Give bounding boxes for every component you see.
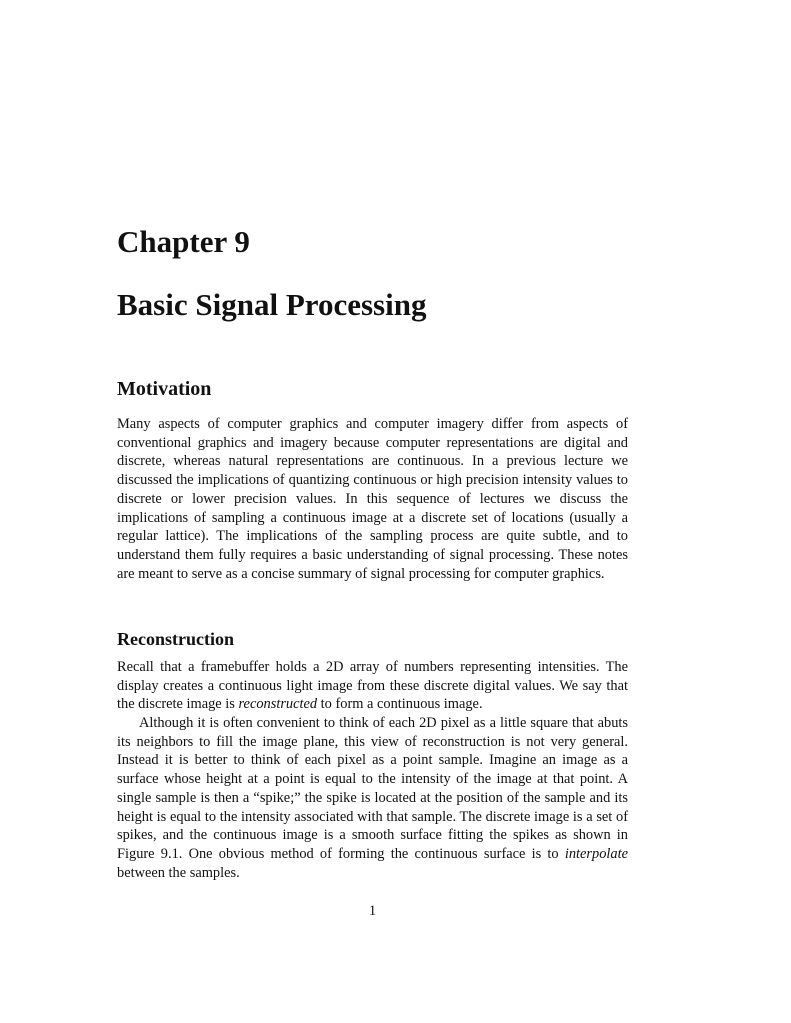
reconstruction-paragraph-2	[117, 714, 628, 882]
reconstruction-p1-text-b: to form a continuous image.	[317, 696, 483, 713]
chapter-label: Chapter 9	[117, 224, 250, 259]
motivation-paragraph: Many aspects of computer graphics and computer imagery differ from aspects of conventional graphics and imagery because computer representations are digital and discrete, whereas natural representations are continuous. In a previous lecture we discussed the implications of quantizing continuous or high precision intensity values to discrete or lower precision values. In this sequence of lectures we discuss the implications of sampling a continuous image at a discrete set of locations (usually a regular lattice). The implications of the sampling process are quite subtle, and to understand them fully requires a basic understanding of signal processing. These notes are meant to serve as a concise summary of signal processing for computer graphics.	[117, 416, 628, 582]
chapter-title: Basic Signal Processing	[117, 287, 427, 322]
reconstruction-p2-text-a: Although it is often convenient to think of each 2D pixel as a little square that abuts its neighbors to fill the image plane, this view of reconstruction is not very general. Instead it is better to think of each pixel as a point sample. Imagine an image as a surface whose height at a point is equal to the intensity of the image at that point. A single sample is then a “spike;” the spike is located at the position of the sample and its height is equal to the intensity associated with that sample. The discrete image is a set of spikes, and the continuous image is a smooth surface fitting the spikes as shown in Figure 9.1. One obvious method of forming the continuous surface is to	[117, 715, 628, 862]
page-number: 1	[368, 903, 377, 919]
reconstruction-paragraph-1	[117, 658, 628, 714]
section-heading-motivation: Motivation	[117, 378, 212, 400]
reconstruction-p1-text-a: Recall that a framebuffer holds a 2D array of numbers representing intensities. The display creates a continuous light image from these discrete digital values. We say that the discrete image is	[117, 659, 628, 713]
reconstruction-p2-text-b: between the samples.	[117, 864, 240, 881]
reconstruction-p2-emphasis: interpolate	[564, 845, 628, 862]
reconstruction-p1-emphasis: reconstructed	[238, 696, 318, 713]
section-heading-reconstruction: Reconstruction	[117, 629, 234, 649]
